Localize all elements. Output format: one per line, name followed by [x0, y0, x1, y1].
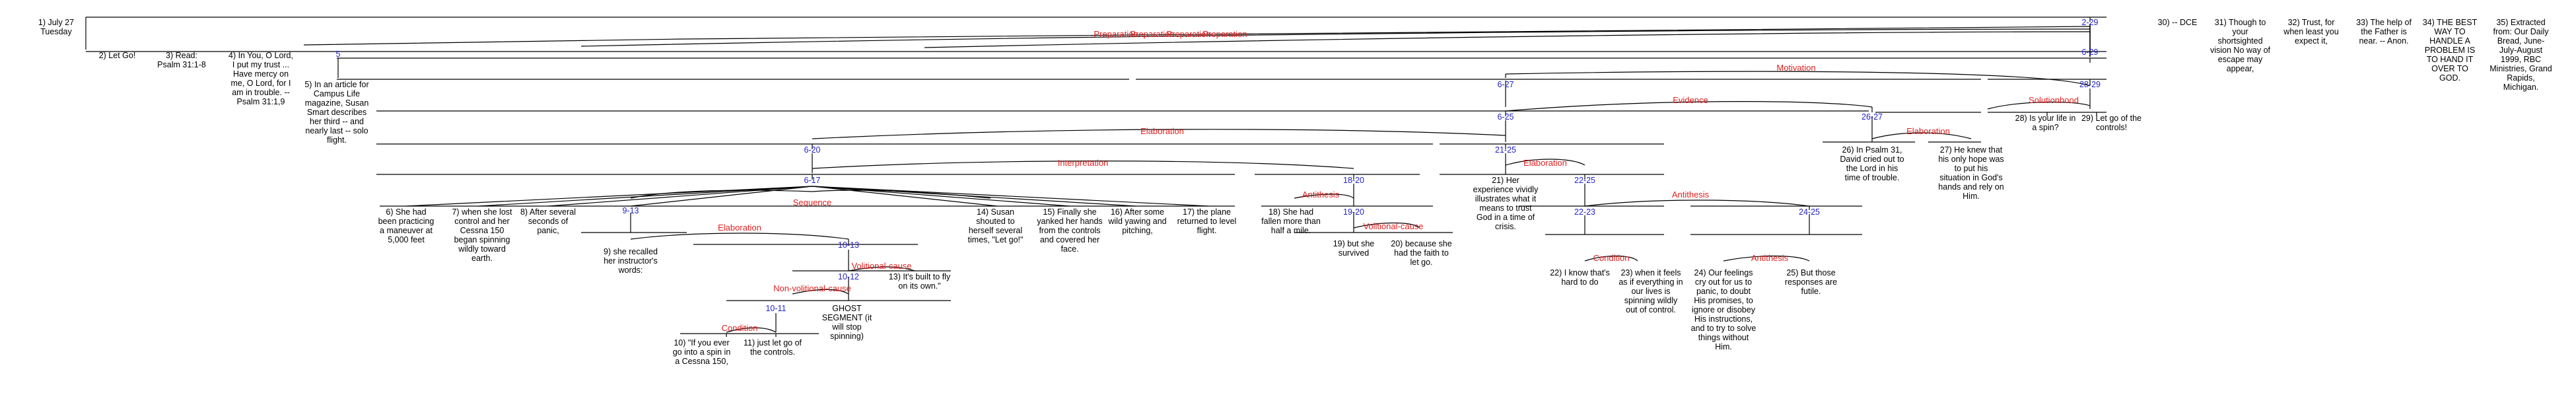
range-5: 5 [335, 50, 341, 59]
relation-volitional-cause-2: Volitional-cause [851, 261, 912, 271]
relation-elaboration-3: Elaboration [1523, 158, 1567, 168]
range-6-25: 6-25 [1497, 112, 1514, 122]
relation-motivation: Motivation [1776, 63, 1816, 73]
relation-preparation-3: Preparation [1166, 29, 1211, 39]
range-10-11: 10-11 [765, 304, 786, 313]
segment-28: 28) Is your life in a spin? [2015, 114, 2076, 132]
segment-5: 5) In an article for Campus Life magazine, Susan Smart describes her third -- and nearly last -- solo flight. [304, 80, 369, 145]
range-28-29: 28-29 [2079, 80, 2101, 89]
relation-antithesis-2: Antithesis [1671, 190, 1710, 200]
range-10-12: 10-12 [838, 272, 859, 281]
range-26-27: 26-27 [1862, 112, 1883, 122]
segment-7: 7) when she lost control and her Cessna 150 began spinning wildly toward earth. [452, 207, 512, 263]
segment-19: 19) but she survived [1333, 239, 1375, 258]
segment-24: 24) Our feelings cry out for us to panic, to doubt His promises, to ignore or disobey His instructions, and to try to solve things without Him. [1690, 268, 1757, 351]
relation-non-volitional-cause: Non-volitional-cause [773, 283, 851, 293]
segment-18: 18) She had fallen more than half a mile. [1261, 207, 1321, 235]
range-6-27: 6-27 [1497, 80, 1514, 89]
segment-3: 3) Read: Psalm 31:1-8 [157, 51, 206, 69]
range-24-25: 24-25 [1799, 207, 1820, 217]
range-19-20: 19-20 [1343, 207, 1364, 217]
relation-evidence: Evidence [1673, 95, 1708, 105]
segment-34: 34) THE BEST WAY TO HANDLE A PROBLEM IS TO HAND IT OVER TO GOD. [2422, 18, 2478, 83]
relation-preparation-1: Preparation [1094, 29, 1138, 39]
relation-volitional-cause-1: Volitional-cause [1363, 221, 1424, 231]
segment-21: 21) Her experience vividly illustrates what it means to trust God in a time of crisis. [1473, 176, 1539, 231]
relation-preparation-4: Preparation [1202, 29, 1247, 39]
segment-31: 31) Though to your shortsighted vision No way of escape may appear, [2210, 18, 2270, 73]
range-2-29: 2-29 [2081, 18, 2099, 27]
relation-sequence: Sequence [792, 198, 832, 207]
relation-solutionhood: Solutionhood [2029, 95, 2079, 105]
segment-26: 26) In Psalm 31, David cried out to the Lord in his time of trouble. [1840, 145, 1904, 182]
segment-9: 9) she recalled her instructor's words: [604, 247, 658, 275]
relation-antithesis-1: Antithesis [1302, 190, 1340, 200]
segment-17: 17) the plane returned to level flight. [1177, 207, 1237, 235]
segment-10: 10) "If you ever go into a spin in a Cessna 150, [672, 338, 731, 366]
range-22-25: 22-25 [1574, 176, 1595, 185]
range-10-13: 10-13 [838, 240, 859, 250]
segment-11: 11) just let go of the controls. [743, 338, 802, 357]
relation-elaboration-4: Elaboration [718, 223, 761, 233]
segment-30: 30) -- DCE [2157, 18, 2198, 27]
segment-16: 16) After some wild yawing and pitching, [1108, 207, 1167, 235]
segment-23: 23) when it feels as if everything in our lives is spinning wildly out of control. [1619, 268, 1683, 314]
segment-35: 35) Extracted from: Our Daily Bread, June-July-August 1999, RBC Ministries, Grand Rapids, Michigan. [2489, 18, 2552, 92]
segment-4: 4) In You, O Lord, I put my trust ... Have mercy on me, O Lord, for I am in trouble. -- Psalm 31:1,9 [228, 51, 293, 106]
segment-8: 8) After several seconds of panic, [520, 207, 576, 235]
range-9-13: 9-13 [622, 206, 639, 215]
segment-20: 20) because she had the faith to let go. [1391, 239, 1452, 267]
segment-22: 22) I know that's hard to do [1550, 268, 1610, 287]
segment-14: 14) Susan shouted to herself several times, "Let go!" [967, 207, 1024, 244]
relation-condition-2: Condition [721, 323, 758, 333]
range-6-20: 6-20 [804, 145, 821, 155]
segment-6: 6) She had been practicing a maneuver at 5,000 feet [378, 207, 435, 244]
segment-25: 25) But those responses are futile. [1784, 268, 1838, 296]
segment-32: 32) Trust, for when least you expect it, [2283, 18, 2339, 46]
relation-interpretation: Interpretation [1057, 158, 1109, 168]
relation-preparation-2: Preparation [1130, 29, 1175, 39]
range-6-29: 6-29 [2081, 48, 2099, 57]
relation-antithesis-3: Antithesis [1751, 253, 1789, 263]
segment-13: 13) It's built to fly on its own." [888, 272, 951, 291]
range-22-23: 22-23 [1574, 207, 1595, 217]
segment-12: GHOST SEGMENT (it will stop spinning) [821, 304, 872, 341]
range-18-20: 18-20 [1343, 176, 1364, 185]
segment-29: 29) Let go of the controls! [2081, 114, 2142, 132]
relation-elaboration-2: Elaboration [1906, 126, 1950, 136]
relation-condition-1: Condition [1593, 253, 1630, 263]
segment-33: 33) The help of the Father is near. -- Anon. [2356, 18, 2412, 46]
range-6-17: 6-17 [804, 176, 821, 185]
range-21-25: 21-25 [1495, 145, 1516, 155]
segment-15: 15) Finally she yanked her hands from the controls and covered her face. [1037, 207, 1103, 254]
segment-2: 2) Let Go! [98, 51, 136, 60]
segment-27: 27) He knew that his only hope was to put his situation in God's hands and rely on Him. [1938, 145, 2004, 201]
relation-elaboration-1: Elaboration [1140, 126, 1184, 136]
segment-1: 1) July 27 Tuesday [38, 18, 75, 36]
